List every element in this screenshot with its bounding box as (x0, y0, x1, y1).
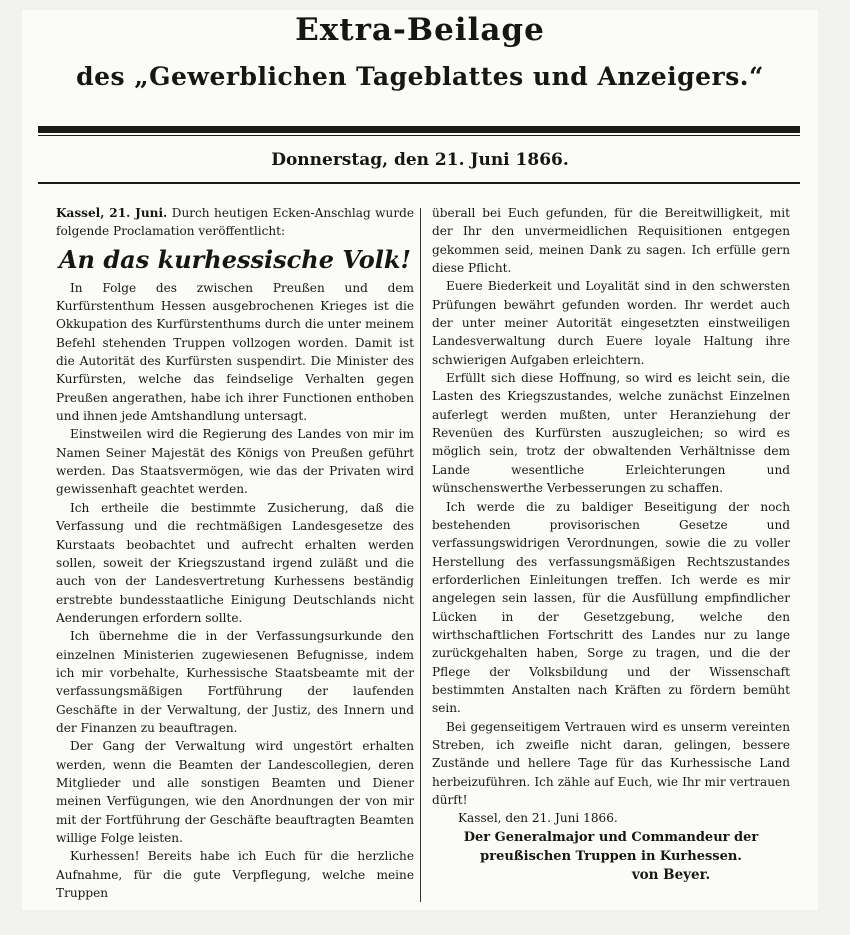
proclamation-headline: An das kurhessische Volk! (58, 244, 412, 274)
newspaper-page (22, 10, 818, 910)
column-right (432, 204, 790, 884)
paragraph: Ich ertheile die bestimmte Zusicherung, daß die Verfassung und die rechtmäßigen Landesgesetze des Kurstaats beobachtet und aufrecht erhalten werden sollen, soweit der Kriegszustand irgend zuläßt und die auch von der Landesvertretung Kurhessens beständig erstrebte bundesstaatliche Einigung Deutschlands nicht Aenderungen erfordern sollte. (56, 500, 414, 625)
paragraph: Ich werde die zu baldiger Beseitigung der noch bestehenden provisorischen Gesetze und verfassungswidrigen Verordnungen, sowie die zu voller Herstellung des verfassungsmäßigen Rechtszustandes erforderlichen Einleitungen treffen. Ich werde es mir angelegen sein lassen, für die Ausfüllung empfindlicher Lücken in der Gesetzgebung, welche den wirthschaftlichen Fortschritt des Landes nur zu lange zurückgehalten haben, Sorge zu tragen, und die der Pflege der Volksbildung und der Wissenschaft bestimmten Anstalten nach Kräften zu fördern bemüht sein. (432, 499, 790, 716)
signature-title: Der Generalmajor und Commandeur der preußischen Truppen in Kurhessen. (463, 829, 759, 864)
paragraph: Bei gegenseitigem Vertrauen wird es unserm vereinten Streben, ich zweifle nicht daran, gelingen, bessere Zustände und hellere Tage für das Kurhessische Land herbeizuführen. Ich zähle auf Euch, wie Ihr mir vertrauen dürft! (432, 719, 790, 807)
signature-name: von Beyer. (631, 866, 711, 883)
column-left (56, 204, 414, 902)
masthead-subtitle: des „Gewerblichen Tageblattes und Anzeigers.“ (76, 62, 764, 91)
masthead-rule (38, 126, 800, 133)
intro-text: Durch heutigen Ecken-Anschlag wurde folgende Proclamation veröffentlicht: (56, 206, 414, 239)
column-divider (420, 208, 421, 902)
intro-place: Kassel, 21. Juni. (56, 206, 168, 220)
intro-paragraph (56, 204, 414, 241)
paragraph: Kurhessen! Bereits habe ich Euch für die herzliche Aufnahme, für die gute Verpflegung, welche meine Truppen (56, 849, 414, 901)
paragraph: Einstweilen wird die Regierung des Landes von mir im Namen Seiner Majestät des Königs von Preußen geführt werden. Das Staatsvermögen, wie das der Privaten wird gewissenhaft geachtet werden. (56, 427, 414, 497)
paragraph: Der Gang der Verwaltung wird ungestört erhalten werden, wenn die Beamten der Landescollegien, deren Mitglieder und alle sonstigen Beamten und Diener meinen Verfügungen, wie den Anordnungen der von mir mit der Fortführung der Geschäfte beauftragten Beamten willige Folge leisten. (56, 739, 414, 845)
signature-date: Kassel, den 21. Juni 1866. (458, 811, 618, 826)
paragraph: Erfüllt sich diese Hoffnung, so wird es leicht sein, die Lasten des Kriegszustandes, welche zunächst Einzelnen auferlegt werden mußten, unter Heranziehung der Revenüen des Kurfürsten auszugleichen; so wird es möglich sein, trotz der obwaltenden Verhältnisse dem Lande wesentliche Erleichterungen und wünschenswerthe Verbesserungen zu schaffen. (432, 371, 790, 496)
paragraph: Ich übernehme die in der Verfassungsurkunde den einzelnen Ministerien zugewiesenen Befugnisse, indem ich mir vorbehalte, Kurhessische Staatsbeamte mit der verfassungsmäßigen Fortführung der laufenden Geschäfte in der Verwaltung, der Justiz, des Innern und der Finanzen zu beauftragen. (56, 629, 414, 735)
paragraph: In Folge des zwischen Preußen und dem Kurfürstenthum Hessen ausgebrochenen Krieges ist die Okkupation des Kurfürstenthums durch die unter meinem Befehl stehenden Truppen vollzogen worden. Damit ist die Autorität des Kurfürsten suspendirt. Die Minister des Kurfürsten, welche das feindselige Verhalten gegen Preußen angerathen, habe ich ihrer Functionen enthoben und ihnen jede Amtshandlung untersagt. (56, 280, 414, 424)
paragraph: überall bei Euch gefunden, für die Bereitwilligkeit, mit der Ihr den unvermeidlichen Requisitionen entgegen gekommen seid, meinen Dank zu sagen. Ich erfülle gern diese Pflicht. (432, 206, 790, 276)
date-rule (38, 182, 800, 184)
masthead-title: Extra-Beilage (295, 12, 545, 48)
issue-date: Donnerstag, den 21. Juni 1866. (271, 150, 569, 170)
paragraph: Euere Biederkeit und Loyalität sind in den schwersten Prüfungen bewährt gefunden worden. Ihr werdet auch der unter meiner Autorität eingesetzten einstweiligen Landesverwaltung durch Euere loyale Haltung ihre schwierigen Aufgaben erleichtern. (432, 279, 790, 367)
